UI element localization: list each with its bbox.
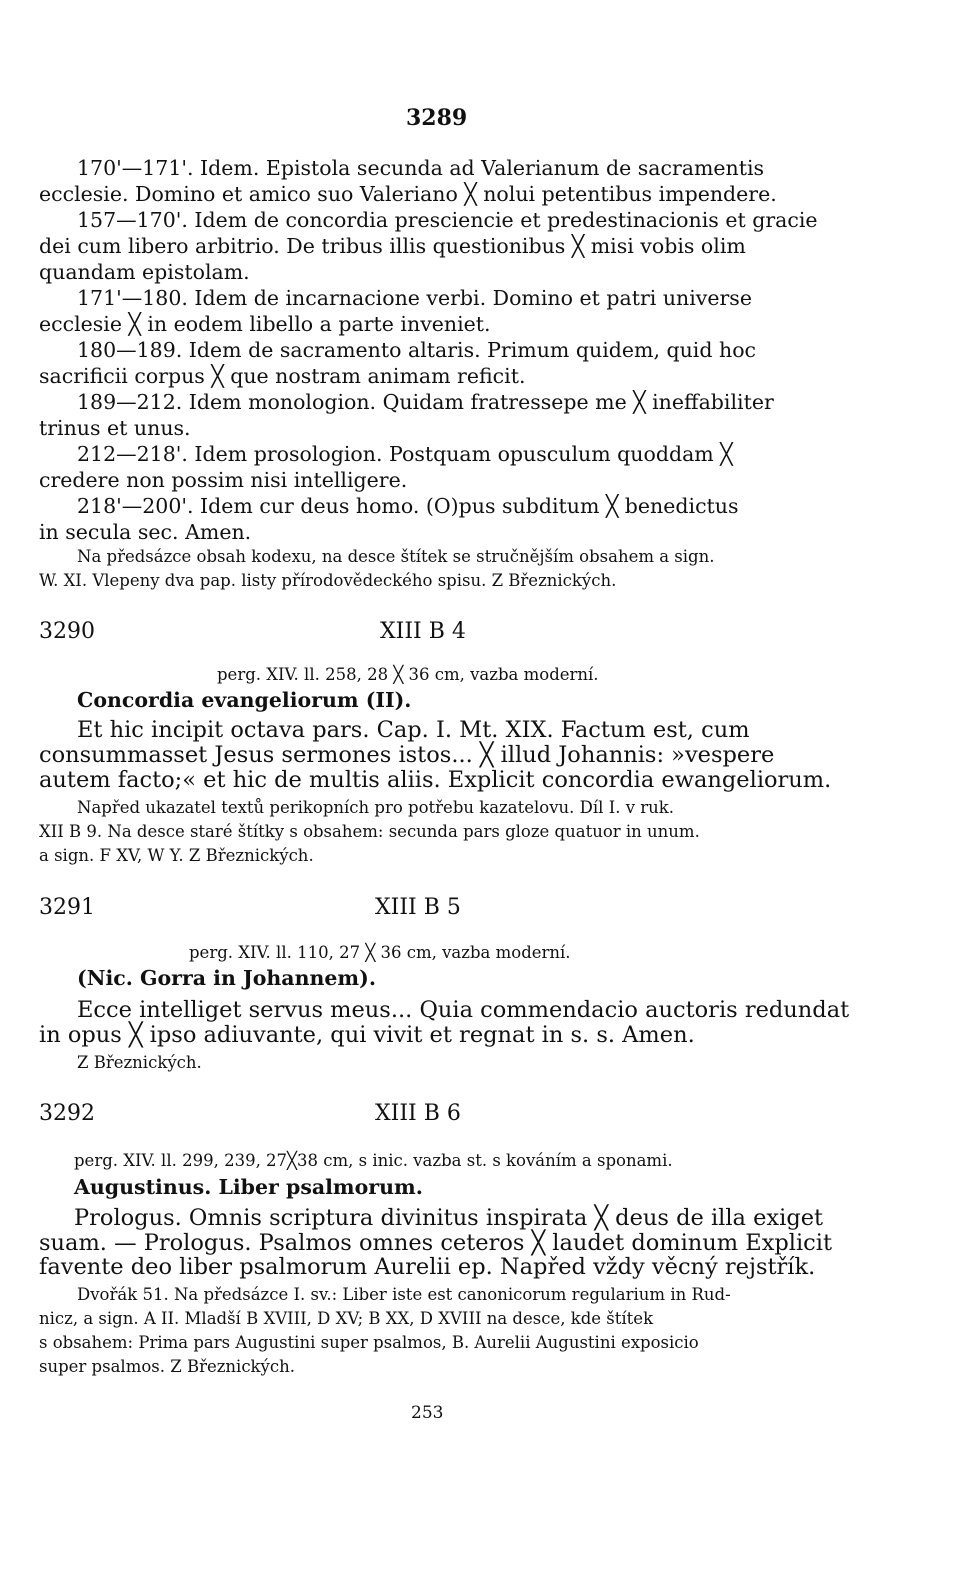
entry-line: 171'—180. Idem de incarnacione verbi. Domino et patri universe — [77, 286, 752, 310]
note-line: Napřed ukazatel textů perikopních pro potřebu kazatelovu. Díl I. v ruk. — [77, 798, 675, 817]
entry-number: 3292 — [39, 1101, 95, 1126]
note-line: a sign. F XV, W Y. Z Březnických. — [39, 846, 314, 865]
footer-page-number: 253 — [411, 1403, 444, 1423]
entry-title: Augustinus. Liber psalmorum. — [74, 1175, 423, 1199]
entry-line: 170'—171'. Idem. Epistola secunda ad Valerianum de sacramentis — [77, 156, 765, 180]
physical-description: perg. XIV. ll. 110, 27 ╳ 36 cm, vazba moderní. — [189, 943, 571, 962]
shelf-signature: XIII B 4 — [380, 619, 466, 644]
entry-title: (Nic. Gorra in Johannem). — [77, 966, 376, 990]
incipit-line: consummasset Jesus sermones istos... ╳ illud Johannis: »vespere — [39, 742, 775, 768]
shelf-signature: XIII B 6 — [375, 1101, 461, 1126]
incipit-line: suam. — Prologus. Psalmos omnes ceteros ╳ laudet dominum Explicit — [39, 1230, 833, 1256]
incipit-line: favente deo liber psalmorum Aurelii ep. Napřed vždy věcný rejstřík. — [39, 1254, 816, 1280]
incipit-line: Et hic incipit octava pars. Cap. I. Mt. XIX. Factum est, cum — [77, 717, 750, 743]
entry-line: 180—189. Idem de sacramento altaris. Primum quidem, quid hoc — [77, 338, 757, 362]
note-line: nicz, a sign. A II. Mladší B XVIII, D XV; B XX, D XVIII na desce, kde štítek — [39, 1309, 654, 1328]
physical-description: perg. XIV. ll. 299, 239, 27╳38 cm, s inic. vazba st. s kováním a sponami. — [74, 1151, 673, 1170]
entry-line: sacrificii corpus ╳ que nostram animam reficit. — [39, 364, 526, 388]
note-line: Na předsázce obsah kodexu, na desce štítek se stručnějším obsahem a sign. — [77, 547, 715, 566]
note-line: Dvořák 51. Na předsázce I. sv.: Liber iste est canonicorum regularium in Rud- — [77, 1285, 731, 1304]
incipit-line: in opus ╳ ipso adiuvante, qui vivit et regnat in s. s. Amen. — [39, 1022, 695, 1048]
entry-number: 3290 — [39, 619, 95, 644]
entry-line: 189—212. Idem monologion. Quidam fratressepe me ╳ ineffabiliter — [77, 390, 774, 414]
note-line: s obsahem: Prima pars Augustini super psalmos, B. Aurelii Augustini exposicio — [39, 1333, 699, 1352]
incipit-line: autem facto;« et hic de multis aliis. Explicit concordia ewangeliorum. — [39, 767, 832, 793]
entry-line: ecclesie ╳ in eodem libello a parte inveniet. — [39, 312, 491, 336]
note-line: XII B 9. Na desce staré štítky s obsahem: secunda pars gloze quatuor in unum. — [39, 822, 700, 841]
shelf-signature: XIII B 5 — [375, 895, 461, 920]
physical-description: perg. XIV. ll. 258, 28 ╳ 36 cm, vazba moderní. — [217, 665, 599, 684]
entry-title: Concordia evangeliorum (II). — [77, 688, 412, 712]
entry-line: in secula sec. Amen. — [39, 520, 252, 544]
incipit-line: Ecce intelliget servus meus... Quia commendacio auctoris redundat — [77, 997, 850, 1023]
note-line: Z Březnických. — [77, 1053, 202, 1072]
entry-line: credere non possim nisi intelligere. — [39, 468, 408, 492]
entry-line: 212—218'. Idem prosologion. Postquam opusculum quoddam ╳ — [77, 442, 733, 466]
entry-line: quandam epistolam. — [39, 260, 250, 284]
page-number: 3289 — [406, 105, 468, 131]
note-line: W. XI. Vlepeny dva pap. listy přírodovědeckého spisu. Z Březnických. — [39, 571, 617, 590]
entry-line: ecclesie. Domino et amico suo Valeriano ╳ nolui petentibus impendere. — [39, 182, 777, 206]
note-line: super psalmos. Z Březnických. — [39, 1357, 295, 1376]
entry-line: 157—170'. Idem de concordia presciencie et predestinacionis et gracie — [77, 208, 818, 232]
entry-line: trinus et unus. — [39, 416, 191, 440]
entry-line: 218'—200'. Idem cur deus homo. (O)pus subditum ╳ benedictus — [77, 494, 739, 518]
entry-number: 3291 — [39, 895, 95, 920]
incipit-line: Prologus. Omnis scriptura divinitus inspirata ╳ deus de illa exiget — [74, 1205, 824, 1231]
entry-line: dei cum libero arbitrio. De tribus illis questionibus ╳ misi vobis olim — [39, 234, 746, 258]
